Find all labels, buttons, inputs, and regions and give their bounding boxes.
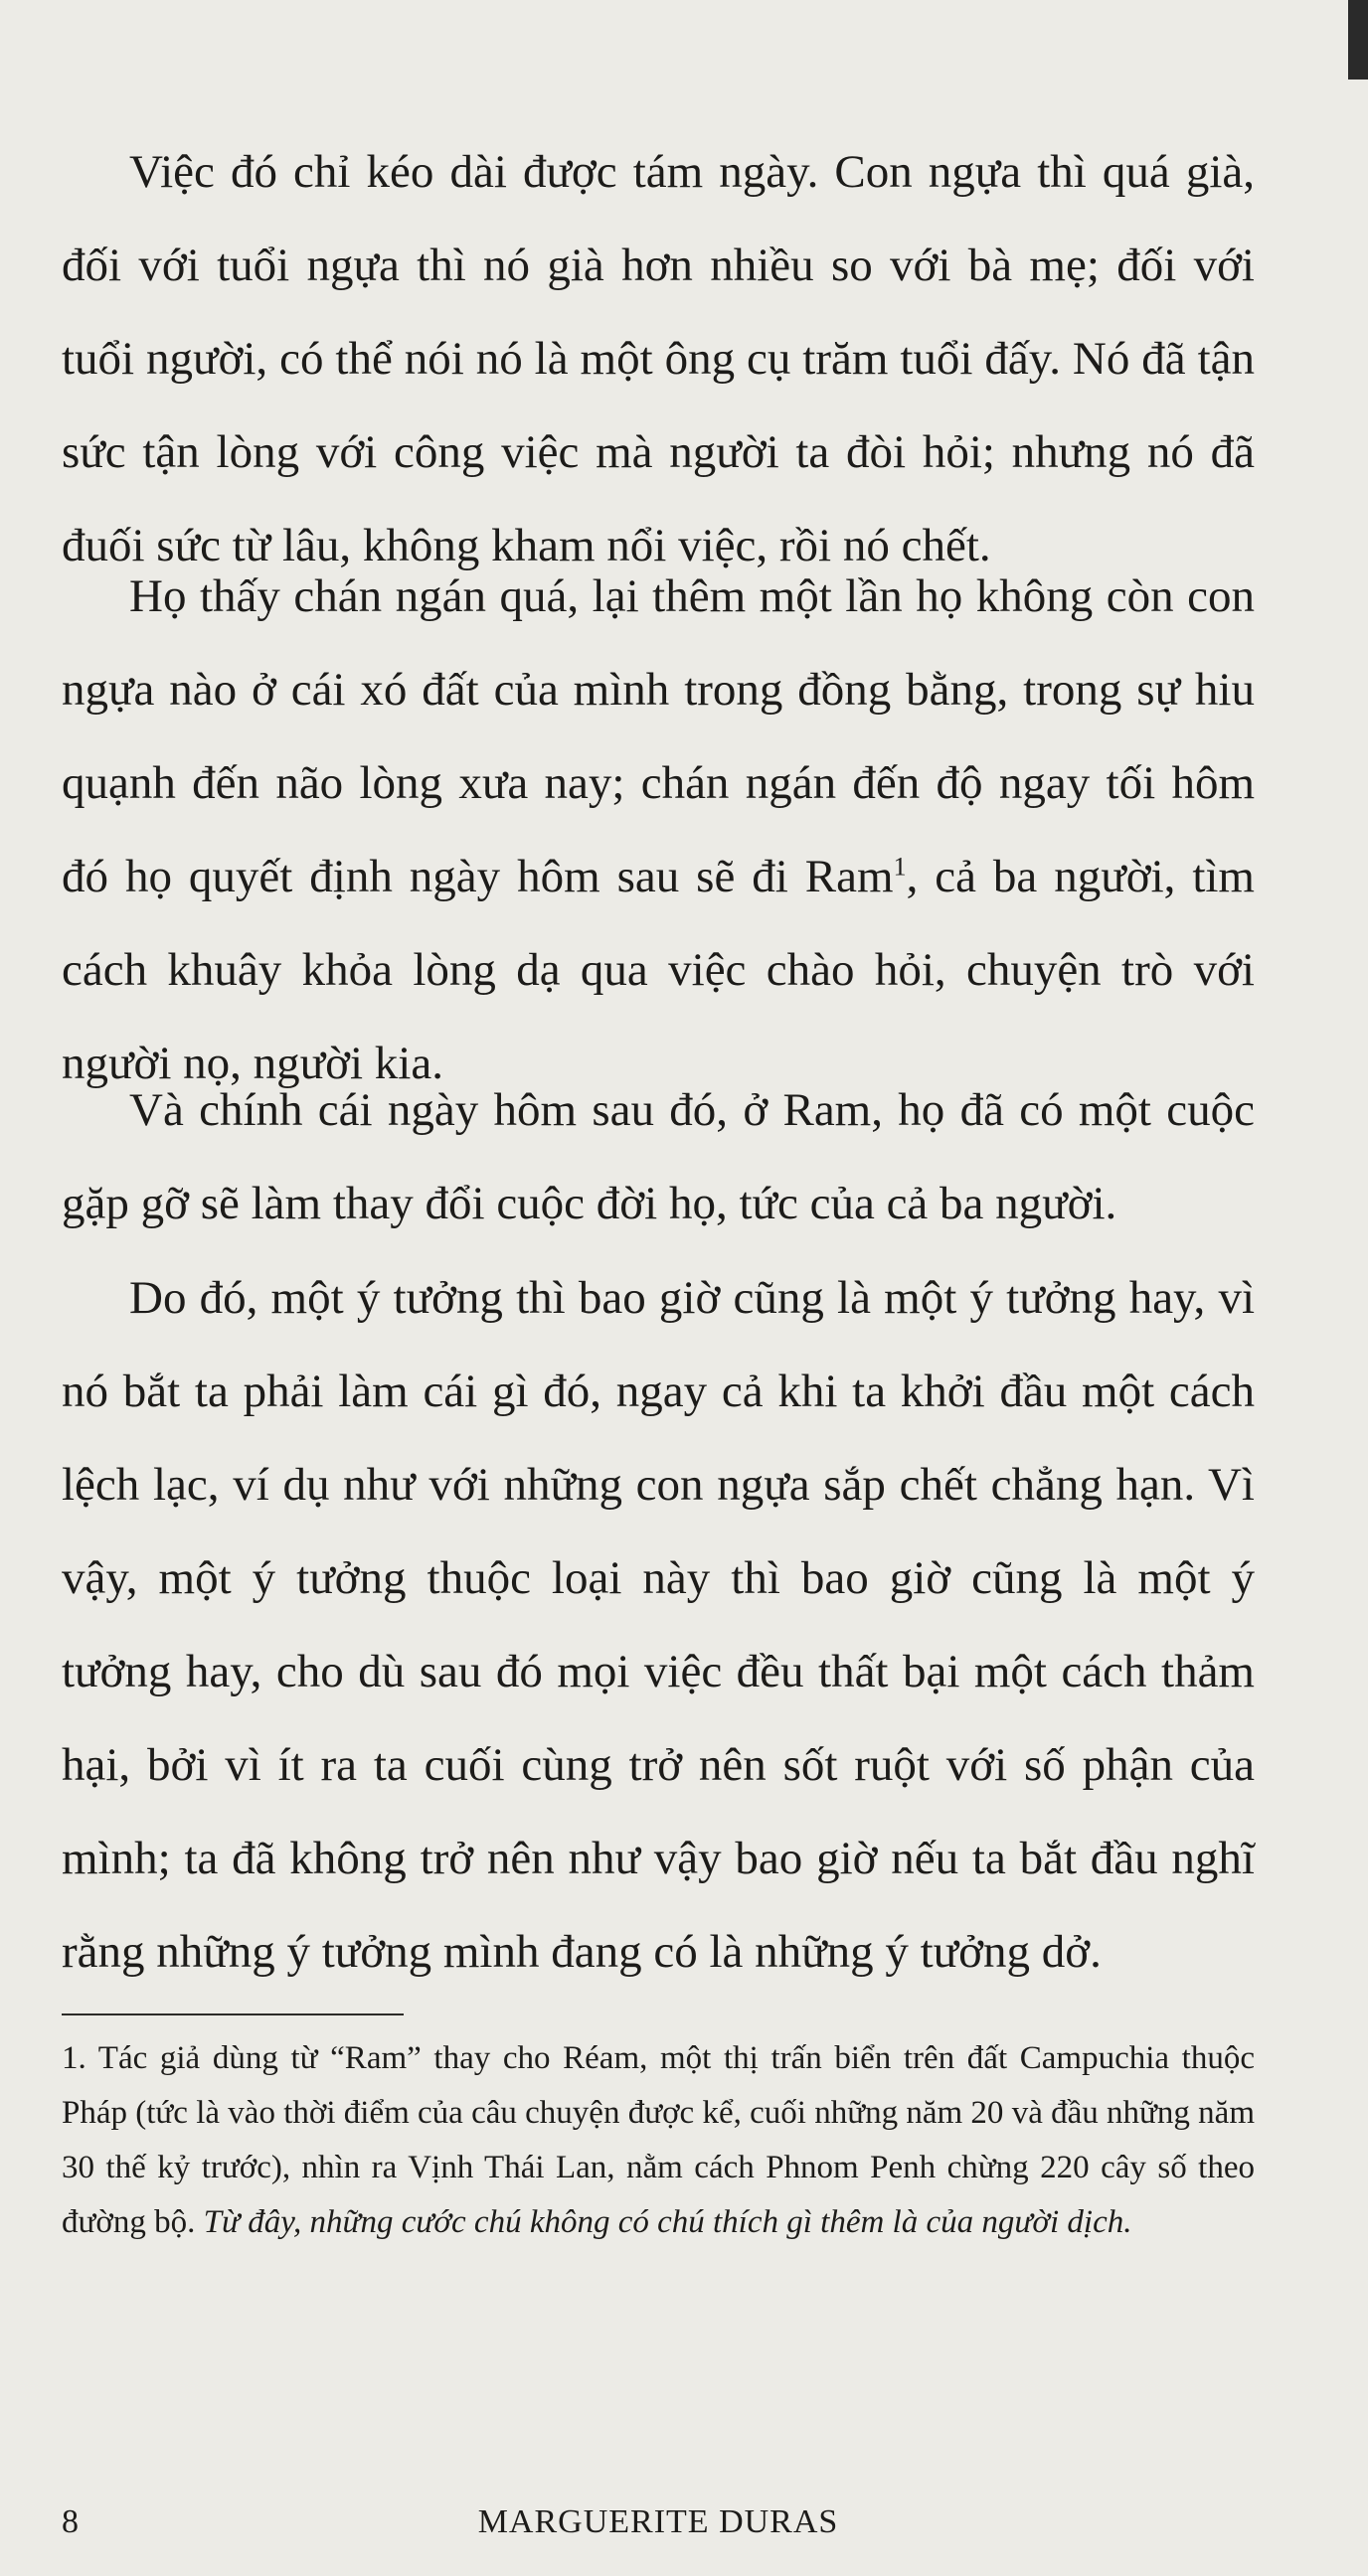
footnote [62, 2031, 1255, 2250]
paragraph-2-text-cont: , cả ba người, tìm cách khuây khỏa lòng dạ qua việc chào hỏi, chuyện trò với người nọ, người kia. [62, 851, 1255, 1089]
paragraph-2-text: Họ thấy chán ngán quá, lại thêm một lần họ không còn con ngựa nào ở cái xó đất của mình trong đồng bằng, trong sự hiu quạnh đến não lòng xưa nay; chán ngán đến độ ngay tối hôm đó họ quyết định ngày hôm sau sẽ đi Ram [62, 570, 1255, 902]
footnote-divider [62, 2013, 404, 2015]
page-number: 8 [62, 2503, 79, 2540]
footnote-marker: 1 [893, 852, 907, 882]
page-footer [62, 2493, 1255, 2552]
paragraph-1: Việc đó chỉ kéo dài được tám ngày. Con ngựa thì quá già, đối với tuổi ngựa thì nó già hơn nhiều so với bà mẹ; đối với tuổi người, có thể nói nó là một ông cụ trăm tuổi đấy. Nó đã tận sức tận lòng với công việc mà người ta đòi hỏi; nhưng nó đã đuối sức từ lâu, không kham nổi việc, rồi nó chết. [62, 146, 1255, 571]
running-head: MARGUERITE DURAS [477, 2503, 839, 2540]
paragraph-4: Do đó, một ý tưởng thì bao giờ cũng là một ý tưởng hay, vì nó bắt ta phải làm cái gì đó, ngay cả khi ta khởi đầu một cách lệch lạc, ví dụ như với những con ngựa sắp chết chẳng hạn. Vì vậy, một ý tưởng thuộc loại này thì bao giờ cũng là một ý tưởng hay, cho dù sau đó mọi việc đều thất bại một cách thảm hại, bởi vì ít ra ta cuối cùng trở nên sốt ruột với số phận của mình; ta đã không trở nên như vậy bao giờ nếu ta bắt đầu nghĩ rằng những ý tưởng mình đang có là những ý tưởng dở. [62, 1272, 1255, 1978]
page-edge-shadow [1348, 0, 1368, 80]
footnote-text: 1. Tác giả dùng từ “Ram” thay cho Réam, một thị trấn biển trên đất Campuchia thuộc Pháp (tức là vào thời điểm của câu chuyện được kể, cuối những năm 20 và đầu những năm 30 thế kỷ trước), nhìn ra Vịnh Thái Lan, nằm cách Phnom Penh chừng 220 cây số theo đường bộ. [62, 2040, 1255, 2240]
paragraph-3: Và chính cái ngày hôm sau đó, ở Ram, họ đã có một cuộc gặp gỡ sẽ làm thay đổi cuộc đời họ, tức của cả ba người. [62, 1084, 1255, 1229]
paragraph-2 [62, 550, 1255, 1110]
footnote-italic-text: Từ đây, những cước chú không có chú thích gì thêm là của người dịch. [203, 2204, 1132, 2240]
